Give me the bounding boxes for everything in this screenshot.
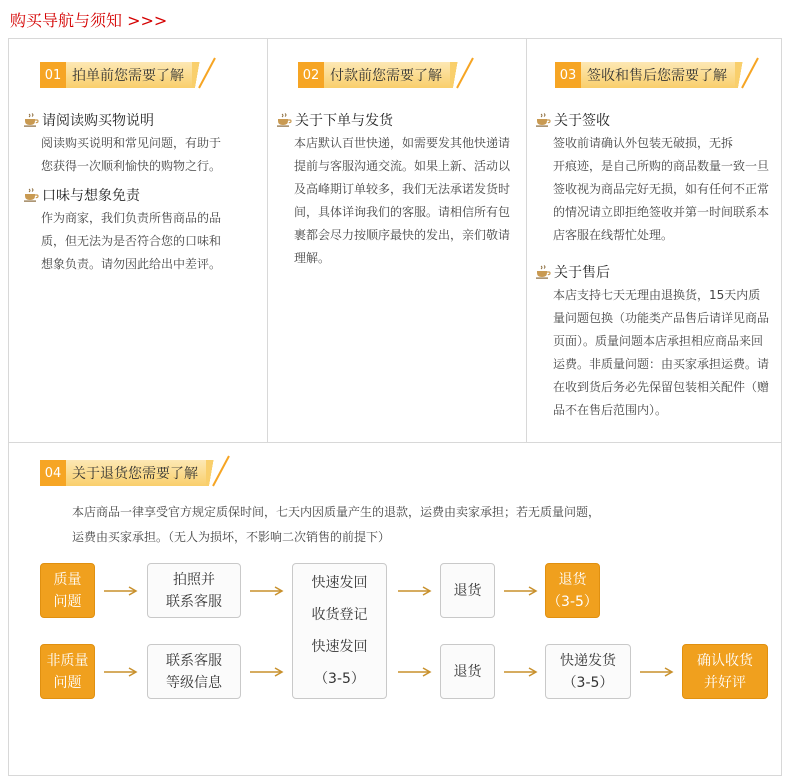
section-line: 签收前请确认外包装无破损，无拆 [553, 136, 734, 150]
section-line: 本店支持七天无理由退换货，15天内质 [553, 288, 761, 302]
box-line: 拍照并 [173, 571, 215, 588]
section-title: 口味与想象免责 [42, 188, 140, 204]
box-line: 快速发回 [311, 575, 368, 591]
section-title: 关于下单与发货 [295, 113, 393, 129]
section-line: 的情况请立即拒绝签收并第一时间联系本 [553, 205, 770, 219]
column-divider-1 [267, 38, 268, 442]
section-title: 请阅读购买物说明 [42, 113, 154, 129]
page-title [10, 8, 167, 31]
panel-04-tag [40, 460, 218, 486]
panel-02-number: 02 [298, 62, 324, 88]
cup-icon [24, 113, 39, 127]
express-back-box [545, 644, 631, 699]
box-line: 退货 [453, 663, 482, 680]
cup-icon [536, 265, 551, 279]
box-line: （3-5） [547, 593, 598, 610]
box-line: 退货 [558, 571, 587, 588]
intro-line: 本店商品一律享受官方规定质保时间，七天内因质量产生的退款，运费由卖家承担；若无质量问题， [72, 505, 601, 519]
panel-01-number: 01 [40, 62, 66, 88]
page-title-chevrons: >>> [127, 11, 168, 30]
box-line: 快递发货 [560, 652, 616, 669]
section-line: 运费。非质量问题：由买家承担运费。请 [553, 357, 770, 371]
section-line: 页面）。质量问题本店承担相应商品来回 [553, 334, 764, 348]
return-goods-box-2 [440, 644, 495, 699]
refund-box [545, 563, 600, 618]
section-line: 质，但无法为是否符合您的口味和 [41, 234, 222, 248]
box-line: 联系客服 [166, 593, 222, 610]
section-line: 作为商家，我们负责所售商品的品 [41, 211, 222, 225]
box-line: 并好评 [704, 674, 746, 691]
box-line: （3-5） [314, 671, 365, 687]
panel-04-number: 04 [40, 460, 66, 486]
intro-line: 运费由买家承担。（无人为损坏，不影响二次销售的前提下） [72, 530, 391, 544]
box-line: 确认收货 [697, 652, 753, 669]
arrow-right-icon [104, 667, 138, 677]
panel-01-section-1 [24, 110, 264, 178]
section-line: 及高峰期订单较多，我们无法承诺发货时 [294, 182, 511, 196]
section-line: 量问题包换（功能类产品售后请详见商品 [553, 311, 770, 325]
box-line: 等级信息 [166, 674, 222, 691]
section-line: 在收到货后务必先保留包装相关配件（赠 [553, 380, 770, 394]
box-line: 收货登记 [311, 607, 368, 623]
arrow-right-icon [398, 586, 432, 596]
arrow-right-icon [504, 667, 538, 677]
section-line: 本店默认百世快递，如需要发其他快递请 [294, 136, 511, 150]
arrow-right-icon [398, 667, 432, 677]
ship-back-register-box [292, 563, 387, 699]
column-divider-2 [526, 38, 527, 442]
panel-03-label: 签收和售后您需要了解 [581, 62, 735, 88]
section-line: 阅读购买说明和常见问题，有助于 [41, 136, 222, 150]
arrow-right-icon [250, 586, 284, 596]
box-line: 问题 [53, 593, 82, 610]
panel-01-label: 拍单前您需要了解 [66, 62, 192, 88]
section-line: 开痕迹，是自己所购的商品数量一致一旦 [553, 159, 770, 173]
box-line: 非质量 [46, 652, 89, 669]
section-line: 提前与客服沟通交流。如果上新、活动以 [294, 159, 511, 173]
panel-04-label: 关于退货您需要了解 [66, 460, 206, 486]
return-intro [72, 500, 632, 550]
panel-03-section-2 [536, 262, 782, 422]
section-line: 理解。 [294, 251, 331, 265]
box-line: （3-5） [562, 674, 614, 691]
section-title: 关于售后 [554, 265, 610, 281]
section-line: 签收视为商品完好无损，如有任何不正常 [553, 182, 770, 196]
non-quality-issue-box [40, 644, 95, 699]
confirm-receipt-box [682, 644, 768, 699]
arrow-right-icon [504, 586, 538, 596]
panel-03-number: 03 [555, 62, 581, 88]
cup-icon [24, 188, 39, 202]
photo-contact-box [147, 563, 241, 618]
panel-01-section-2 [24, 185, 264, 276]
box-line: 退货 [453, 582, 482, 599]
arrow-right-icon [640, 667, 674, 677]
page-title-text: 购买导航与须知 [10, 11, 123, 30]
box-line: 快速发回 [311, 639, 368, 655]
contact-register-box [147, 644, 241, 699]
section-line: 品不在售后范围内）。 [553, 403, 668, 417]
arrow-right-icon [250, 667, 284, 677]
box-line: 质量 [53, 571, 82, 588]
row-divider [8, 442, 782, 443]
section-line: 您获得一次顺利愉快的购物之行。 [41, 159, 222, 173]
box-line: 问题 [53, 674, 82, 691]
panel-03-section-1 [536, 110, 782, 247]
arrow-right-icon [104, 586, 138, 596]
panel-01-tag [40, 62, 204, 88]
panel-02-label: 付款前您需要了解 [324, 62, 450, 88]
cup-icon [536, 113, 551, 127]
section-line: 想象负责。请勿因此给出中差评。 [41, 257, 222, 271]
section-line: 店客服在线帮忙处理。 [553, 228, 674, 242]
cup-icon [277, 113, 292, 127]
section-line: 裹都会尽力按顺序最快的发出，亲们敬请 [294, 228, 511, 242]
quality-issue-box [40, 563, 95, 618]
section-title: 关于签收 [554, 113, 610, 129]
box-line: 联系客服 [166, 652, 222, 669]
panel-02-tag [298, 62, 462, 88]
panel-03-tag [555, 62, 747, 88]
return-goods-box-1 [440, 563, 495, 618]
section-line: 间，具体详询我们的客服。请相信所有包 [294, 205, 511, 219]
panel-02-section-1 [277, 110, 525, 270]
